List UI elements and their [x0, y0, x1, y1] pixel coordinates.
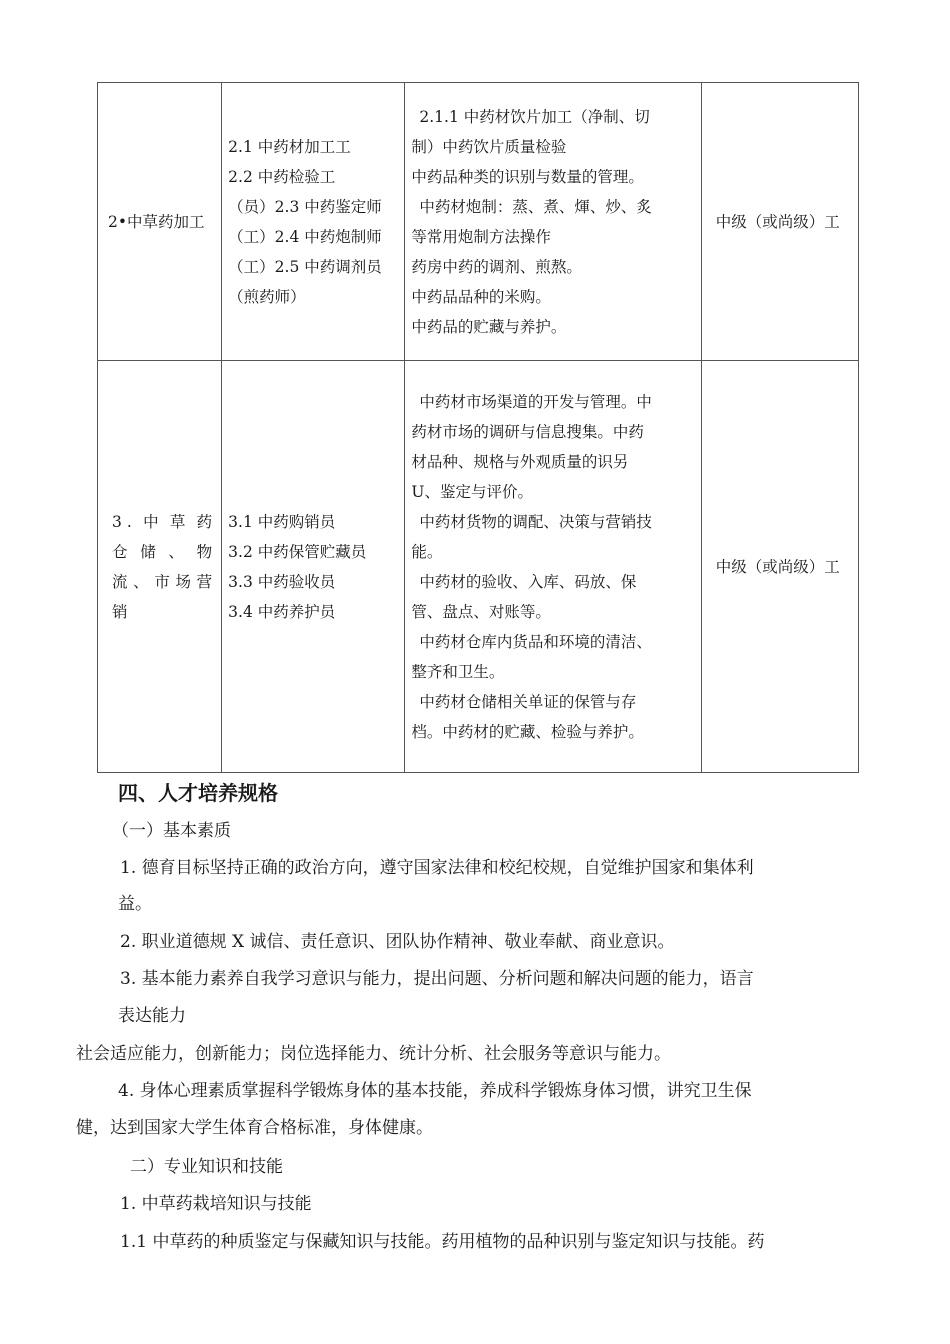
paragraph-line: 表达能力	[118, 1006, 186, 1026]
task-line: 档。中药材的贮藏、检验与养护。	[411, 722, 644, 741]
task-line: 整齐和卫生。	[411, 662, 505, 681]
subsection-heading: （一）基本素质	[112, 821, 231, 841]
position-item: 3.3 中药验收员	[228, 572, 336, 591]
level-cell: 中级（或尚级）工	[701, 361, 858, 773]
task-line: 中药材仓储相关单证的保管与存	[419, 692, 637, 711]
task-line: 等常用炮制方法操作	[411, 227, 551, 246]
subsection-heading: 二）专业知识和技能	[130, 1157, 283, 1177]
task-line: 中药品的贮藏与养护。	[411, 317, 567, 336]
position-item: （煎药师）	[228, 287, 306, 306]
paragraph-line: 2. 职业道德规 X 诚信、责任意识、团队协作精神、敬业奉献、商业意识。	[120, 932, 675, 952]
task-line: 药材市场的调研与信息搜集。中药	[411, 422, 644, 441]
task-line: 中药材炮制：蒸、煮、煇、炒、炙	[419, 197, 652, 216]
task-line: 能。	[411, 542, 443, 561]
paragraph-line: 1.1 中草药的种质鉴定与保藏知识与技能。药用植物的品种识别与鉴定知识与技能。药	[120, 1232, 765, 1252]
tasks-cell	[405, 83, 701, 361]
paragraph-line: 1. 中草药栽培知识与技能	[120, 1194, 312, 1214]
task-line: 药房中药的调剂、煎熬。	[411, 257, 582, 276]
section-title: 四、人才培养规格	[118, 781, 278, 805]
position-item: 3.2 中药保管贮藏员	[228, 542, 367, 561]
area-cell: 3.中草药仓储、物流、市场营销	[98, 361, 222, 773]
task-line: 2.1.1 中药材饮片加工（净制、切	[419, 107, 650, 126]
positions-cell	[222, 361, 405, 773]
task-line: 中药品品种的米购。	[411, 287, 551, 306]
tasks-cell	[405, 361, 701, 773]
task-line: 中药材市场渠道的开发与管理。中	[419, 392, 652, 411]
paragraph-line: 健，达到国家大学生体育合格标准，身体健康。	[76, 1118, 433, 1138]
paragraph-line: 4. 身体心理素质掌握科学锻炼身体的基本技能，养成科学锻炼身体习惯，讲究卫生保	[118, 1081, 752, 1101]
area-cell: 2•中草药加工	[98, 83, 222, 361]
task-line: U、鉴定与评价。	[411, 482, 533, 501]
task-line: 中药品种类的识别与数量的管理。	[411, 167, 644, 186]
paragraph-line: 益。	[118, 894, 152, 914]
task-line: 中药材的验收、入库、码放、保	[419, 572, 637, 591]
occupation-table	[97, 82, 859, 773]
positions-cell	[222, 83, 405, 361]
task-line: 中药材货物的调配、决策与营销技	[419, 512, 652, 531]
table-row	[98, 361, 859, 773]
task-line: 管、盘点、对账等。	[411, 602, 551, 621]
paragraph-line: 3. 基本能力素养自我学习意识与能力，提出问题、分析问题和解决问题的能力，语言	[120, 969, 754, 989]
table-row	[98, 83, 859, 361]
paragraph-line: 社会适应能力，创新能力；岗位选择能力、统计分析、社会服务等意识与能力。	[76, 1044, 671, 1064]
task-line: 中药材仓库内货品和环境的清洁、	[419, 632, 652, 651]
position-item: 3.4 中药养护员	[228, 602, 336, 621]
position-item: （员）2.3 中药鉴定师	[228, 197, 382, 216]
level-cell: 中级（或尚级）工	[701, 83, 858, 361]
task-line: 制）中药饮片质量检验	[411, 137, 567, 156]
position-item: （工）2.4 中药炮制师	[228, 227, 382, 246]
task-line: 材品种、规格与外观质量的识另	[411, 452, 629, 471]
paragraph-line: 1. 德育目标坚持正确的政治方向，遵守国家法律和校纪校规，自觉维护国家和集体利	[120, 858, 754, 878]
position-item: 2.1 中药材加工工	[228, 137, 351, 156]
position-item: 2.2 中药检验工	[228, 167, 336, 186]
position-item: （工）2.5 中药调剂员	[228, 257, 382, 276]
position-item: 3.1 中药购销员	[228, 512, 336, 531]
